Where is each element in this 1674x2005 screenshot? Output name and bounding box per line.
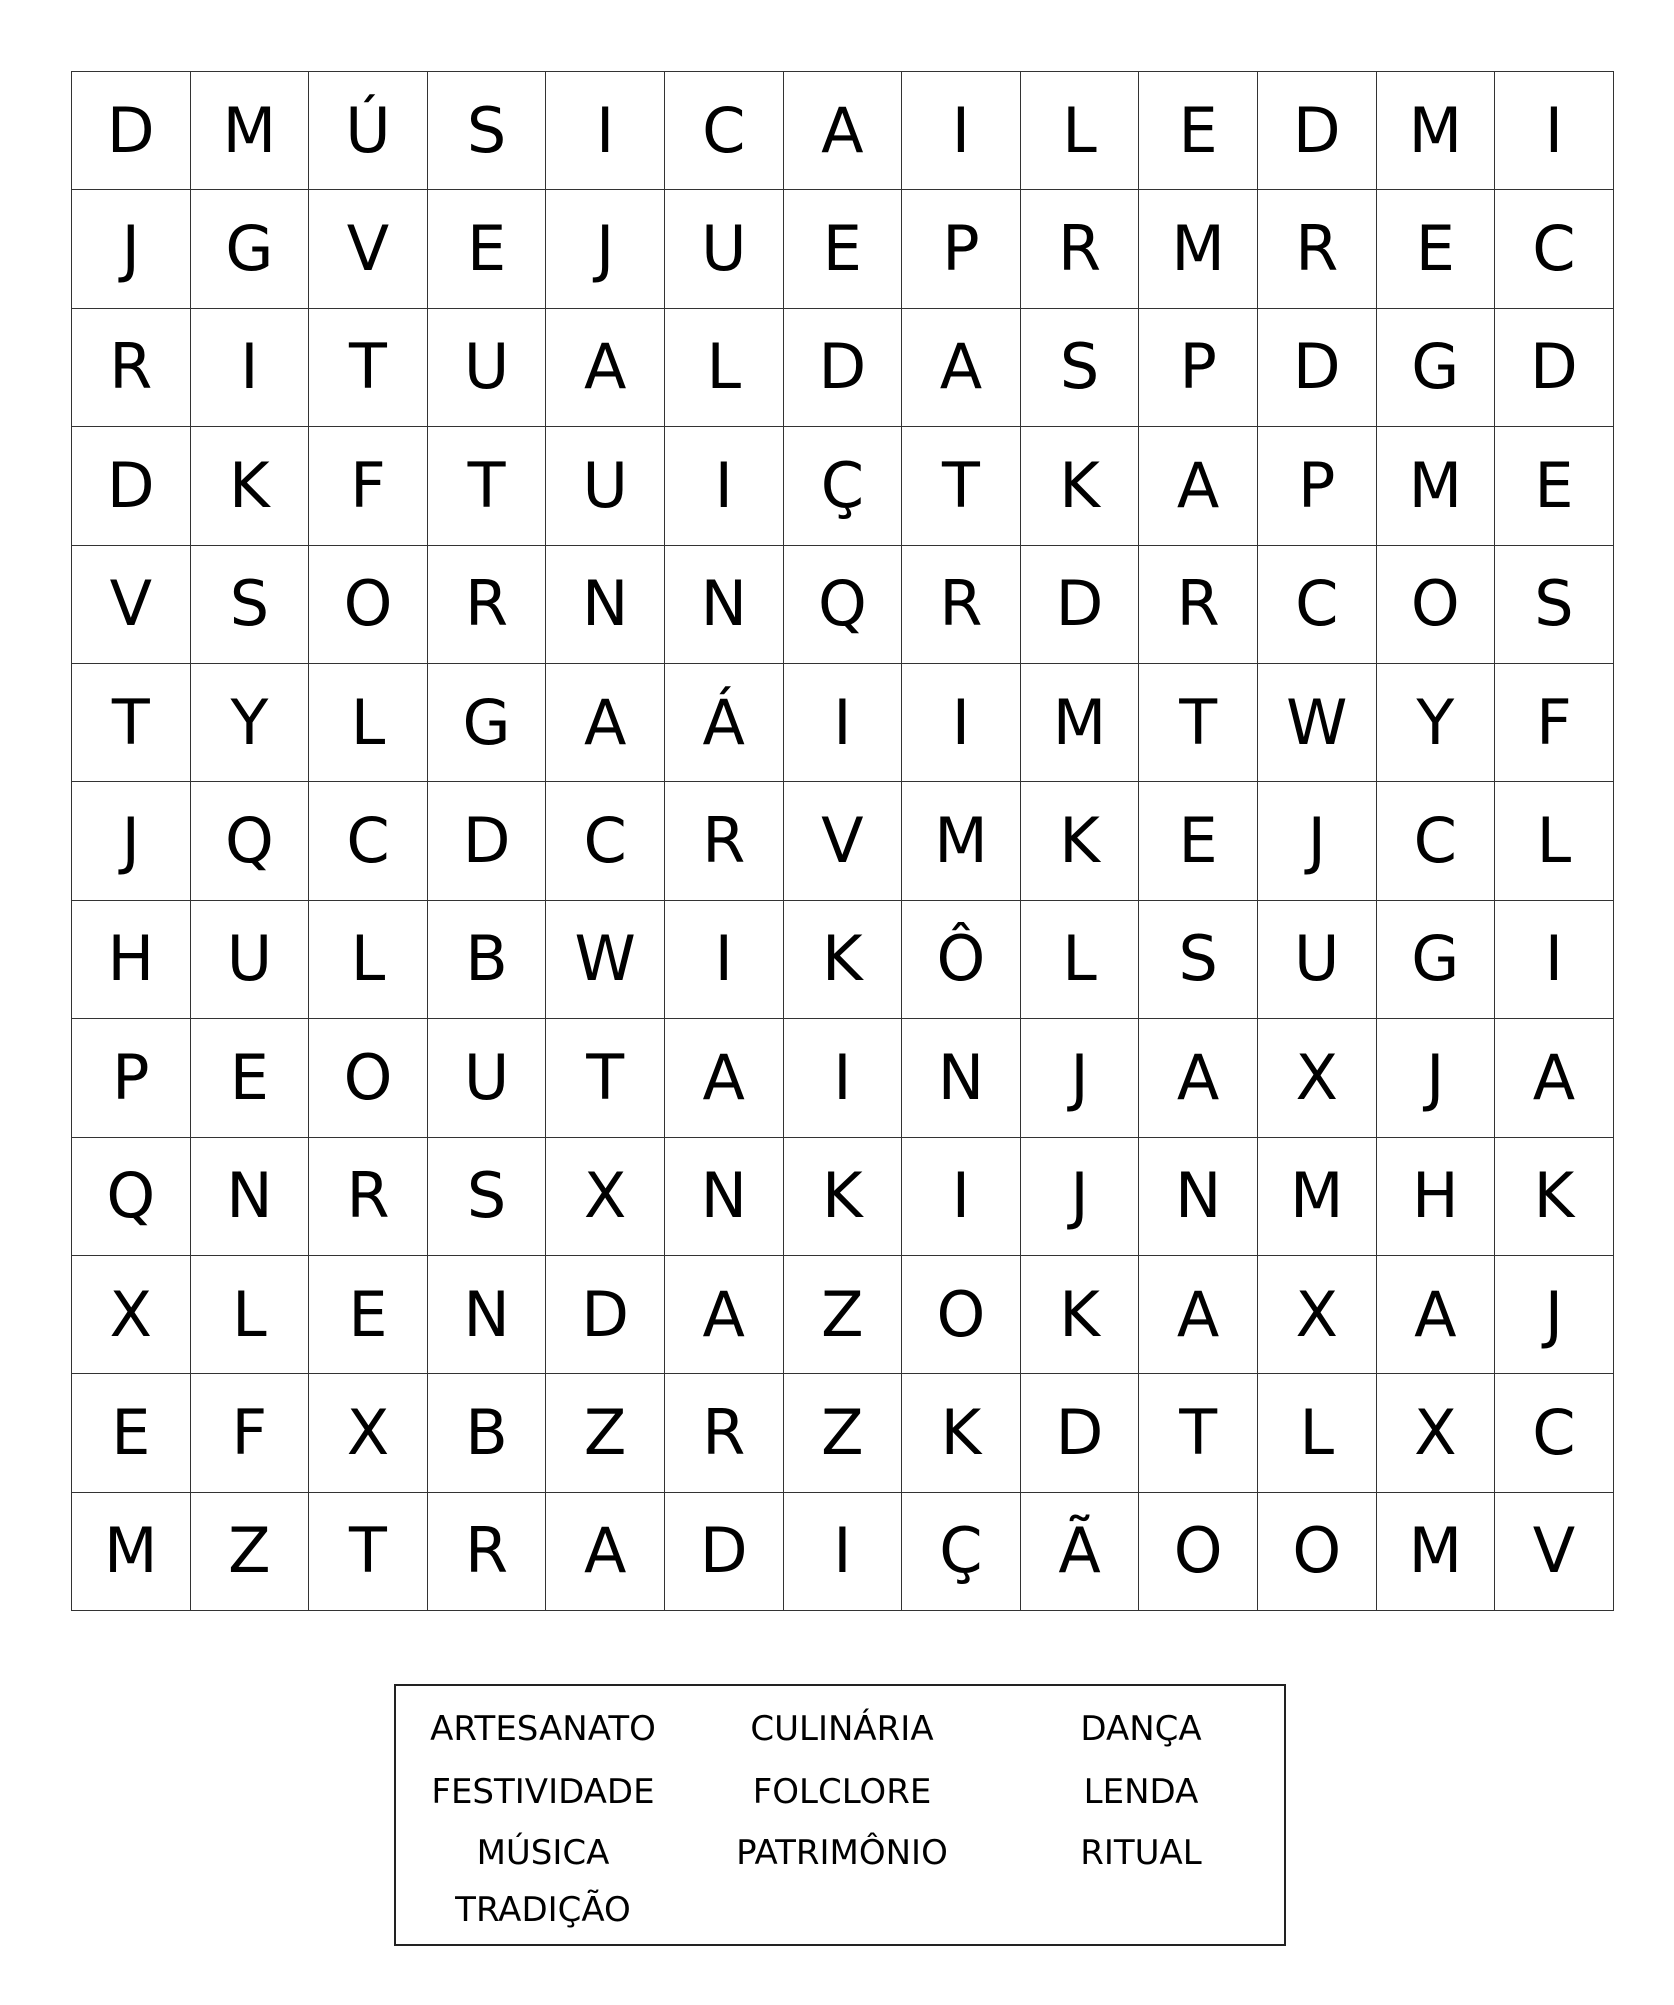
grid-cell[interactable]: J bbox=[1258, 782, 1377, 900]
grid-cell[interactable]: K bbox=[784, 1138, 903, 1256]
grid-cell[interactable]: K bbox=[1021, 427, 1140, 545]
grid-cell[interactable]: J bbox=[72, 782, 191, 900]
grid-cell[interactable]: N bbox=[428, 1256, 547, 1374]
grid-cell[interactable]: A bbox=[546, 664, 665, 782]
word-list-item: DANÇA bbox=[1080, 1709, 1202, 1749]
grid-cell[interactable]: J bbox=[1021, 1019, 1140, 1137]
grid-cell[interactable]: X bbox=[1258, 1019, 1377, 1137]
grid-cell[interactable]: A bbox=[902, 309, 1021, 427]
grid-cell[interactable]: L bbox=[191, 1256, 310, 1374]
word-list-item: LENDA bbox=[1083, 1772, 1199, 1812]
grid-cell[interactable]: D bbox=[72, 427, 191, 545]
grid-cell[interactable]: M bbox=[1377, 427, 1496, 545]
grid-cell[interactable]: W bbox=[546, 901, 665, 1019]
grid-cell[interactable]: I bbox=[665, 427, 784, 545]
grid-cell[interactable]: C bbox=[309, 782, 428, 900]
grid-cell[interactable]: T bbox=[1139, 664, 1258, 782]
grid-cell[interactable]: A bbox=[1139, 1256, 1258, 1374]
grid-cell[interactable]: O bbox=[1139, 1493, 1258, 1611]
grid-cell[interactable]: Z bbox=[784, 1374, 903, 1492]
grid-cell[interactable]: R bbox=[665, 782, 784, 900]
grid-cell[interactable]: S bbox=[1021, 309, 1140, 427]
grid-cell[interactable]: L bbox=[309, 901, 428, 1019]
grid-cell[interactable]: Z bbox=[784, 1256, 903, 1374]
grid-cell[interactable]: L bbox=[1021, 72, 1140, 190]
grid-cell[interactable]: S bbox=[191, 546, 310, 664]
word-list-box bbox=[394, 1684, 1286, 1946]
grid-cell[interactable]: Ã bbox=[1021, 1493, 1140, 1611]
grid-cell[interactable]: B bbox=[428, 1374, 547, 1492]
grid-cell[interactable]: H bbox=[1377, 1138, 1496, 1256]
grid-cell[interactable]: I bbox=[784, 1493, 903, 1611]
grid-cell[interactable]: D bbox=[72, 72, 191, 190]
grid-cell[interactable]: A bbox=[546, 309, 665, 427]
grid-cell[interactable]: R bbox=[1258, 190, 1377, 308]
grid-cell[interactable]: R bbox=[428, 546, 547, 664]
grid-cell[interactable]: V bbox=[1495, 1493, 1614, 1611]
grid-cell[interactable]: A bbox=[1495, 1019, 1614, 1137]
grid-cell[interactable]: C bbox=[1495, 1374, 1614, 1492]
grid-cell[interactable]: P bbox=[902, 190, 1021, 308]
grid-cell[interactable]: X bbox=[546, 1138, 665, 1256]
grid-cell[interactable]: M bbox=[1258, 1138, 1377, 1256]
grid-cell[interactable]: U bbox=[665, 190, 784, 308]
grid-cell[interactable]: U bbox=[191, 901, 310, 1019]
grid-cell[interactable]: D bbox=[1495, 309, 1614, 427]
grid-cell[interactable]: L bbox=[1495, 782, 1614, 900]
grid-cell[interactable]: Y bbox=[191, 664, 310, 782]
grid-cell[interactable]: Z bbox=[191, 1493, 310, 1611]
grid-cell[interactable]: N bbox=[1139, 1138, 1258, 1256]
grid-cell[interactable]: I bbox=[902, 72, 1021, 190]
grid-cell[interactable]: Á bbox=[665, 664, 784, 782]
grid-cell[interactable]: M bbox=[1377, 1493, 1496, 1611]
grid-cell[interactable]: K bbox=[902, 1374, 1021, 1492]
grid-cell[interactable]: Ô bbox=[902, 901, 1021, 1019]
word-search-grid bbox=[71, 71, 1614, 1611]
grid-cell[interactable]: I bbox=[546, 72, 665, 190]
word-list-item: ARTESANATO bbox=[430, 1709, 656, 1749]
grid-cell[interactable]: R bbox=[72, 309, 191, 427]
grid-cell[interactable]: E bbox=[1377, 190, 1496, 308]
grid-cell[interactable]: H bbox=[72, 901, 191, 1019]
grid-cell[interactable]: W bbox=[1258, 664, 1377, 782]
grid-cell[interactable]: L bbox=[665, 309, 784, 427]
grid-cell[interactable]: D bbox=[546, 1256, 665, 1374]
grid-cell[interactable]: M bbox=[72, 1493, 191, 1611]
grid-cell[interactable]: A bbox=[1377, 1256, 1496, 1374]
grid-cell[interactable]: E bbox=[72, 1374, 191, 1492]
word-list-item: FOLCLORE bbox=[752, 1772, 932, 1812]
grid-cell[interactable]: C bbox=[1258, 546, 1377, 664]
grid-cell[interactable]: G bbox=[1377, 901, 1496, 1019]
grid-cell[interactable]: V bbox=[784, 782, 903, 900]
grid-cell[interactable]: R bbox=[1139, 546, 1258, 664]
grid-cell[interactable]: C bbox=[1495, 190, 1614, 308]
grid-cell[interactable]: Ç bbox=[784, 427, 903, 545]
grid-cell[interactable]: R bbox=[309, 1138, 428, 1256]
grid-cell[interactable]: K bbox=[1021, 1256, 1140, 1374]
grid-cell[interactable]: G bbox=[191, 190, 310, 308]
grid-cell[interactable]: D bbox=[1258, 72, 1377, 190]
grid-cell[interactable]: E bbox=[1139, 782, 1258, 900]
grid-cell[interactable]: Q bbox=[191, 782, 310, 900]
grid-cell[interactable]: B bbox=[428, 901, 547, 1019]
grid-cell[interactable]: T bbox=[309, 309, 428, 427]
grid-cell[interactable]: X bbox=[1377, 1374, 1496, 1492]
grid-cell[interactable]: T bbox=[546, 1019, 665, 1137]
grid-cell[interactable]: J bbox=[1021, 1138, 1140, 1256]
grid-cell[interactable]: V bbox=[309, 190, 428, 308]
grid-cell[interactable]: K bbox=[1021, 782, 1140, 900]
grid-cell[interactable]: V bbox=[72, 546, 191, 664]
grid-cell[interactable]: S bbox=[1139, 901, 1258, 1019]
grid-cell[interactable]: D bbox=[1021, 546, 1140, 664]
grid-cell[interactable]: O bbox=[902, 1256, 1021, 1374]
grid-cell[interactable]: E bbox=[784, 190, 903, 308]
grid-cell[interactable]: T bbox=[1139, 1374, 1258, 1492]
grid-cell[interactable]: I bbox=[902, 1138, 1021, 1256]
grid-cell[interactable]: I bbox=[1495, 72, 1614, 190]
grid-cell[interactable]: S bbox=[1495, 546, 1614, 664]
grid-cell[interactable]: M bbox=[902, 782, 1021, 900]
grid-cell[interactable]: J bbox=[546, 190, 665, 308]
word-list-item: PATRIMÔNIO bbox=[736, 1833, 948, 1873]
grid-cell[interactable]: O bbox=[1377, 546, 1496, 664]
grid-cell[interactable]: X bbox=[309, 1374, 428, 1492]
grid-cell[interactable]: M bbox=[191, 72, 310, 190]
grid-cell[interactable]: D bbox=[665, 1493, 784, 1611]
grid-cell[interactable]: U bbox=[1258, 901, 1377, 1019]
grid-cell[interactable]: L bbox=[309, 664, 428, 782]
grid-cell[interactable]: R bbox=[902, 546, 1021, 664]
grid-cell[interactable]: P bbox=[72, 1019, 191, 1137]
grid-cell[interactable]: L bbox=[1258, 1374, 1377, 1492]
grid-cell[interactable]: S bbox=[428, 1138, 547, 1256]
grid-cell[interactable]: T bbox=[309, 1493, 428, 1611]
grid-cell[interactable]: A bbox=[665, 1256, 784, 1374]
word-list-item: FESTIVIDADE bbox=[431, 1772, 655, 1812]
grid-cell[interactable]: C bbox=[665, 72, 784, 190]
grid-cell[interactable]: Z bbox=[546, 1374, 665, 1492]
grid-cell[interactable]: T bbox=[72, 664, 191, 782]
grid-cell[interactable]: O bbox=[1258, 1493, 1377, 1611]
grid-cell[interactable]: F bbox=[1495, 664, 1614, 782]
grid-cell[interactable]: A bbox=[546, 1493, 665, 1611]
grid-cell[interactable]: N bbox=[191, 1138, 310, 1256]
grid-cell[interactable]: I bbox=[784, 1019, 903, 1137]
word-list-item: TRADIÇÃO bbox=[455, 1890, 631, 1930]
grid-cell[interactable]: N bbox=[902, 1019, 1021, 1137]
grid-cell[interactable]: M bbox=[1377, 72, 1496, 190]
grid-cell[interactable]: E bbox=[1495, 427, 1614, 545]
grid-cell[interactable]: I bbox=[902, 664, 1021, 782]
grid-cell[interactable]: K bbox=[191, 427, 310, 545]
grid-cell[interactable]: E bbox=[191, 1019, 310, 1137]
grid-cell[interactable]: A bbox=[1139, 427, 1258, 545]
word-list-item: CULINÁRIA bbox=[750, 1709, 934, 1749]
grid-cell[interactable]: J bbox=[1377, 1019, 1496, 1137]
grid-cell[interactable]: E bbox=[428, 190, 547, 308]
grid-cell[interactable]: I bbox=[1495, 901, 1614, 1019]
grid-cell[interactable]: U bbox=[546, 427, 665, 545]
grid-cell[interactable]: P bbox=[1139, 309, 1258, 427]
grid-cell[interactable]: R bbox=[665, 1374, 784, 1492]
grid-cell[interactable]: T bbox=[902, 427, 1021, 545]
grid-cell[interactable]: I bbox=[191, 309, 310, 427]
grid-cell[interactable]: K bbox=[784, 901, 903, 1019]
grid-cell[interactable]: C bbox=[546, 782, 665, 900]
grid-cell[interactable]: F bbox=[191, 1374, 310, 1492]
grid-cell[interactable]: O bbox=[309, 546, 428, 664]
grid-cell[interactable]: N bbox=[665, 546, 784, 664]
grid-cell[interactable]: Q bbox=[72, 1138, 191, 1256]
grid-cell[interactable]: C bbox=[1377, 782, 1496, 900]
grid-cell[interactable]: M bbox=[1021, 664, 1140, 782]
grid-cell[interactable]: N bbox=[665, 1138, 784, 1256]
grid-cell[interactable]: D bbox=[1021, 1374, 1140, 1492]
grid-cell[interactable]: F bbox=[309, 427, 428, 545]
grid-cell[interactable]: U bbox=[428, 309, 547, 427]
grid-cell[interactable]: K bbox=[1495, 1138, 1614, 1256]
grid-cell[interactable]: L bbox=[1021, 901, 1140, 1019]
grid-cell[interactable]: A bbox=[784, 72, 903, 190]
grid-cell[interactable]: Ç bbox=[902, 1493, 1021, 1611]
grid-cell[interactable]: D bbox=[428, 782, 547, 900]
grid-cell[interactable]: R bbox=[428, 1493, 547, 1611]
grid-cell[interactable]: Q bbox=[784, 546, 903, 664]
grid-cell[interactable]: S bbox=[428, 72, 547, 190]
grid-cell[interactable]: R bbox=[1021, 190, 1140, 308]
grid-cell[interactable]: I bbox=[665, 901, 784, 1019]
grid-cell[interactable]: X bbox=[1258, 1256, 1377, 1374]
grid-cell[interactable]: A bbox=[1139, 1019, 1258, 1137]
grid-cell[interactable]: J bbox=[1495, 1256, 1614, 1374]
grid-cell[interactable]: J bbox=[72, 190, 191, 308]
word-list-item: MÚSICA bbox=[476, 1833, 610, 1873]
grid-cell[interactable]: D bbox=[1258, 309, 1377, 427]
grid-cell[interactable]: Y bbox=[1377, 664, 1496, 782]
grid-cell[interactable]: D bbox=[784, 309, 903, 427]
grid-cell[interactable]: Ú bbox=[309, 72, 428, 190]
grid-cell[interactable]: T bbox=[428, 427, 547, 545]
word-list-item: RITUAL bbox=[1080, 1833, 1202, 1873]
grid-cell[interactable]: N bbox=[546, 546, 665, 664]
grid-cell[interactable]: E bbox=[309, 1256, 428, 1374]
grid-cell[interactable]: X bbox=[72, 1256, 191, 1374]
grid-cell[interactable]: G bbox=[428, 664, 547, 782]
grid-cell[interactable]: G bbox=[1377, 309, 1496, 427]
grid-cell[interactable]: E bbox=[1139, 72, 1258, 190]
grid-cell[interactable]: A bbox=[665, 1019, 784, 1137]
grid-cell[interactable]: P bbox=[1258, 427, 1377, 545]
grid-cell[interactable]: U bbox=[428, 1019, 547, 1137]
grid-cell[interactable]: O bbox=[309, 1019, 428, 1137]
grid-cell[interactable]: M bbox=[1139, 190, 1258, 308]
grid-cell[interactable]: I bbox=[784, 664, 903, 782]
